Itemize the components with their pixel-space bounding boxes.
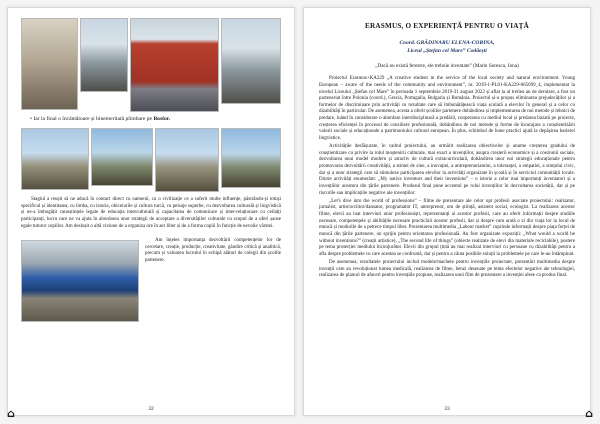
page-32	[7, 7, 295, 416]
photo-group-street	[80, 18, 128, 92]
body-paragraph: Activitățile desfășurate, în cadrul proiectului, au urmărit realizarea obiectivelor și anume creșterea gradului de conștientizare cu privire la rolul moștenirii culturale, mai exact a invențiilor, asupra creșterii economice și a coeziunii sociale, dezvoltarea unui model modern și atractiv de cultură extracurriculară, dobândirea unor noi strategii educaționale pentru promovarea dezvoltării creativității, a stimei de sine, a inovației, a antreprenoriatului, a toleranței, a empatiei, a simțului civic, dar și a unor strategii care să stimuleze participarea elevilor la activități organizate în școală și în serviciul comunității locale. Dintre activități enumerăm: „My native inventors and their inventions” – o istorie a celor mai importanți inventatori și a invențiilor acestora din țările partenere. Produsul final pune accentul pe rolul invențiilor în dezvoltarea societății, dar și pe riscurile sau implicațiile negative ale invențiilor.	[319, 144, 575, 196]
body-paragraph: „Let's dive into the world of professions” – filme de prezentare ale celor opt profesii asociate proiectului: realizator, jurnalist, artist/scriitor/dansator, programator IT, antreprenor, om de știință, asistent social, ecologist. La realizarea acestor filme, elevii au luat interviuri unor profesioniști, reprezentanți ai acestor profesii, care au oferit informații despre studiile necesare, competențele și abilitățile necesare practicării acestor profesii, dar și despre cum arată o zi din viața lor la locul de muncă și modurile de a petrece timpul liber. Prezentarea multimedia „Labour market” cuprinde informații despre piața forței de muncă din țările partenere, un sprijin pentru orientarea profesională. Au fost organizate expoziții: „What would a world be without inventions?” (creații artistice), „The second life of things” (obiecte realizate de elevi din materiale reciclabile), postere pe tema protecției mediului înconjurător. Elevii din grupul țintă au mai realizat interviuri cu persoane cu dizabilități pentru a afla despre problemele cu care acestea se confruntă, dar și pentru a căuta posibile soluții la problemele pe care le-au întâmpinat.	[319, 198, 575, 257]
photo-group-terrace	[21, 128, 89, 190]
photo-erasmus-banner-group	[21, 240, 139, 322]
home-icon[interactable]: ⌂	[7, 407, 15, 420]
caption-text: Iar la final o încântătoare și binemeritată plimbare pe	[33, 116, 154, 122]
photo-group-seaside	[91, 128, 153, 186]
photo-group-monument	[155, 128, 219, 192]
left-paragraph-wrap: Am înțeles importanța dezvoltării competențelor lor de cercetare, creație, producție, creativitate, gândire critică și analitică, precum și valoarea lucrului în echipă alături de colegii din școlile partenere.	[145, 238, 281, 264]
photo-group-garden	[221, 128, 281, 188]
photo-group-park	[21, 18, 78, 110]
page-number-left: 32	[148, 406, 154, 412]
photo-crowd-street	[221, 18, 281, 104]
page-number-right: 33	[444, 406, 450, 412]
caption-text-bold: Bosfor.	[153, 116, 171, 122]
body-paragraph: Proiectul Erasmus+KA229 „A creative student in the service of the local society and natural environment. Young European – aware of the needs of the community and environment”, nr. 2019-1-PL01-KA229-065699_4, implementat la nivelul Liceului „Ștefan cel Mare” în perioada 1 septembrie 2019-31 august 2022 și aflat la al treilea an de derulare, a fost un parteneriat între Polonia (coord.), Grecia, Portugalia, Bulgaria și România. Proiectul și-a propus eliminarea prejudecăților și a formelor de discriminare prin activități cu rezultate care să îmbunătățească viața școlară a elevilor în general și a celor cu dizabilități în particular. De asemenea, acesta a oferit școlilor partenere dobândirea și implementarea de noi metode și tehnici de predare, luând în considerare o abordare interdisciplinară a predării, cooperarea cu mediul local și predarea bazată pe proiecte, creșterea eficienței în procesul de consiliere profesională, dobândirea de noi metode și forme de încurajare a conștientizării valorii sociale și educaționale a patrimoniului cultural european. În plus, schimbul de bune practici ajută la depășirea barierei lingvistice.	[319, 76, 576, 141]
page-33	[303, 7, 591, 416]
author-block	[319, 39, 575, 55]
home-icon[interactable]: ⌂	[585, 407, 593, 420]
photo-collage-top	[21, 18, 281, 112]
body-paragraph: De asemenea, rezultatele proiectului includ modele/machete pentru invențiile proiectate, prezentări multimedia despre invenții care au revoluționat lumea medicală, realizarea de filme, benzi desenate pe tema efectelor negative ale tehnologiei, realizarea de planuri de afaceri pentru invențiile propuse, realizarea unui film de prezentare a invenției alese ca produs final.	[319, 260, 575, 279]
photo-collage-mid	[21, 128, 281, 192]
photo-red-tram-istiklal	[130, 18, 219, 112]
author-name: Coord. GRĂDINARU ELENA-CORINA,	[399, 40, 495, 46]
motto-quote: „Dacă nu există ferestre, ele trebuie inventate” (Marin Sorescu, Iona)	[375, 63, 519, 70]
caption-bosfor	[30, 116, 281, 123]
left-paragraph: Stagiul a reușit să ne aducă în contact direct cu oamenii, cu o civilizație ce a suferit multe influențe, păstrându-și totuși specificul și identitatea, cu limba, cu istoria, obiceiurile și cultura turcă, cu peisaje superbe, cu dezvoltarea culturală și lingvistică și ne-a îmbogățit cunoștințele legate de educația interculturală și capacitatea de comunicare și inter-relaționare cu ceilalți participanți, lucru care ne va ajuta în abordarea unor strategii de acceptare a diversităților culturale cu scopul de a oferi șanse egale tuturor copiilor. Am deslușit o altă viziune de a organiza ore în aer liber și de a forma copiii în funcție de nevoile vârstei.	[21, 197, 281, 229]
bottom-photo-block	[21, 238, 281, 322]
bullet-glyph: •	[30, 116, 32, 122]
author-school: Liceul „Ștefan cel Mare” Codăești	[407, 48, 487, 55]
article-title: ERASMUS, O EXPERIENȚĂ PENTRU O VIAȚĂ	[364, 22, 529, 30]
